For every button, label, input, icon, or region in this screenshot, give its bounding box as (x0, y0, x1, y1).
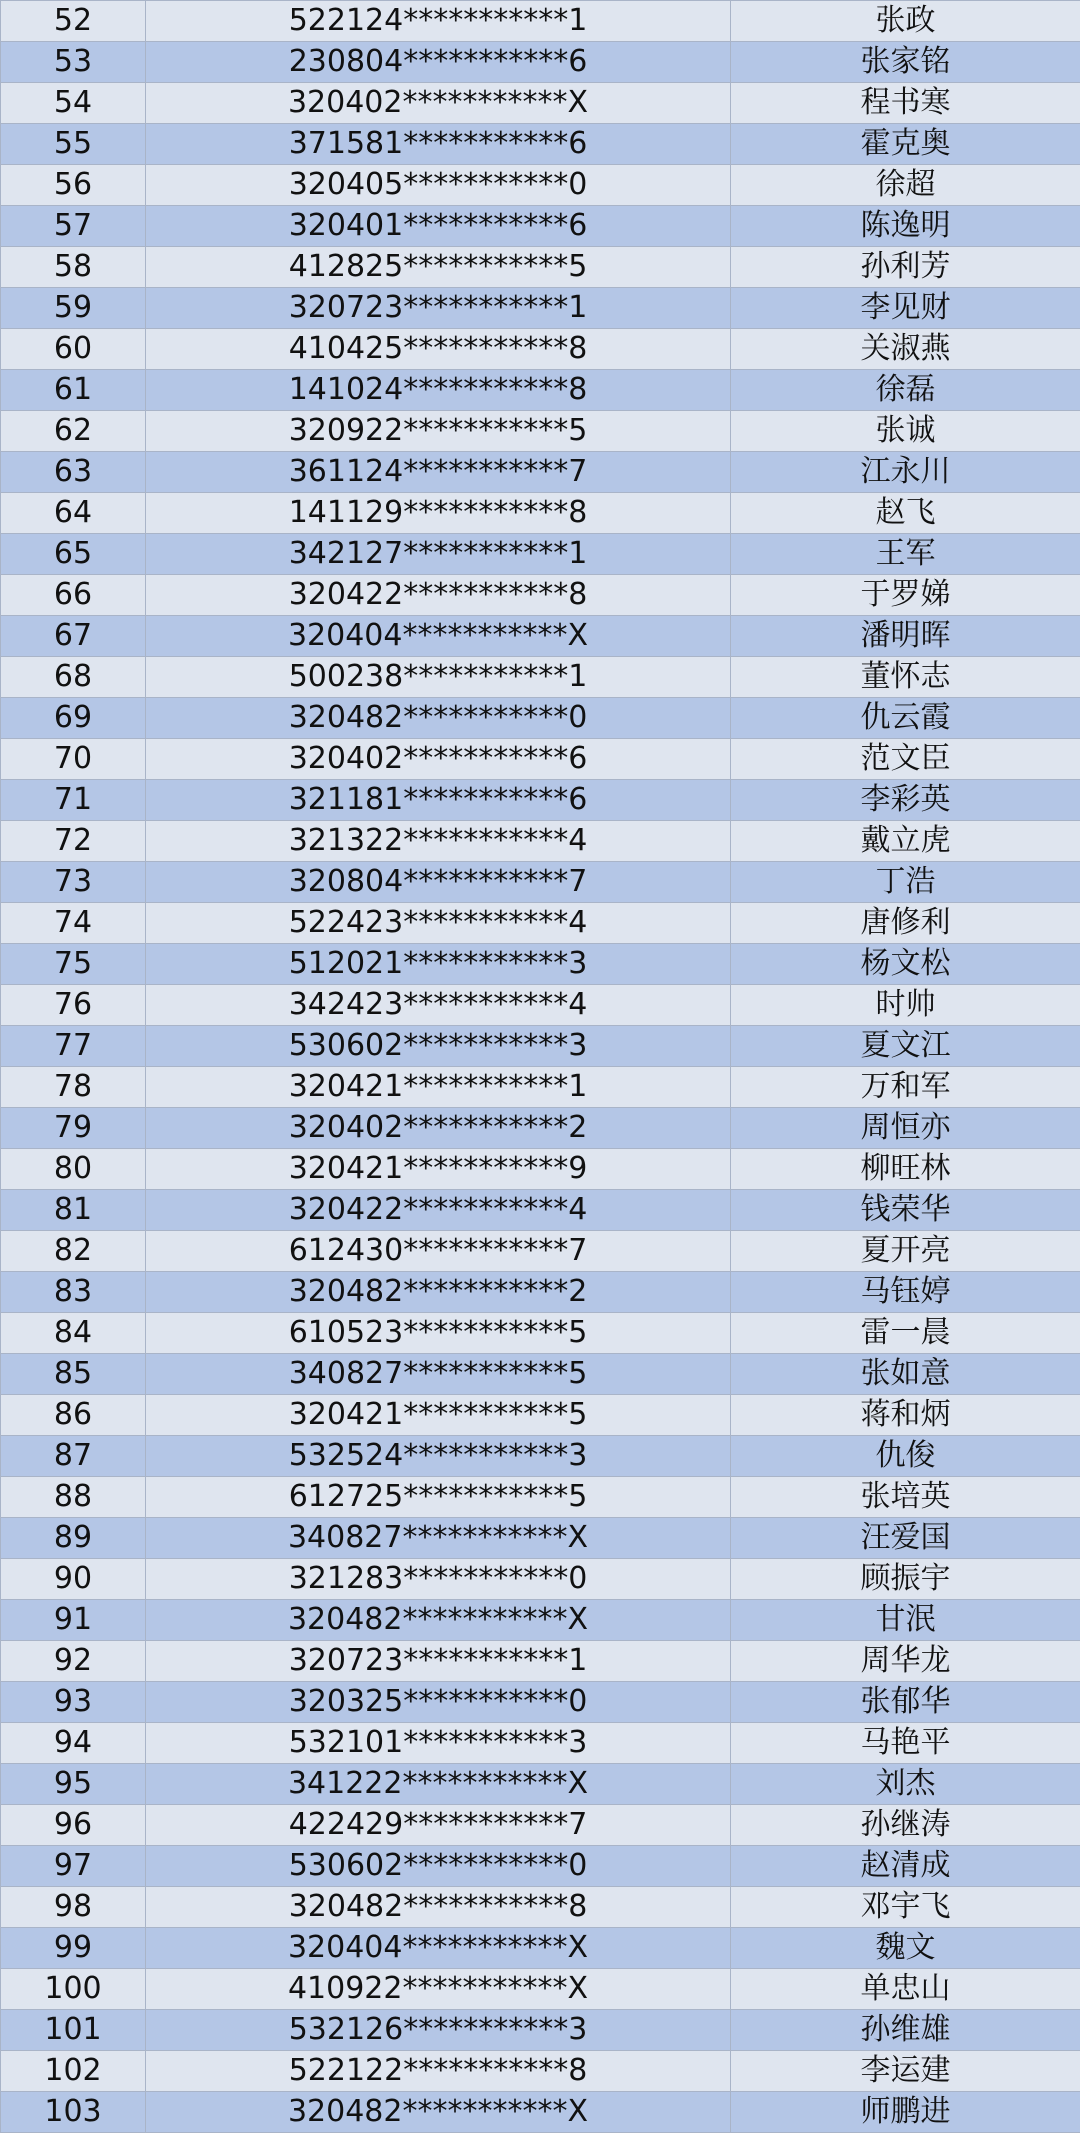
row-number-cell: 52 (1, 1, 146, 42)
table-row (1, 1067, 1080, 1108)
table-row (1, 1436, 1080, 1477)
table-row (1, 1928, 1080, 1969)
table-row (1, 247, 1080, 288)
id-number-cell: 321283***********0 (146, 1559, 731, 1600)
row-number-cell: 88 (1, 1477, 146, 1518)
id-number-cell: 320422***********4 (146, 1190, 731, 1231)
table-row (1, 2092, 1080, 2133)
person-name-cell: 董怀志 (731, 657, 1080, 698)
row-number-cell: 70 (1, 739, 146, 780)
person-name-cell: 钱荣华 (731, 1190, 1080, 1231)
person-name-cell: 陈逸明 (731, 206, 1080, 247)
id-number-cell: 532126***********3 (146, 2010, 731, 2051)
person-name-cell: 杨文松 (731, 944, 1080, 985)
id-number-cell: 342127***********1 (146, 534, 731, 575)
id-number-cell: 522124***********1 (146, 1, 731, 42)
row-number-cell: 87 (1, 1436, 146, 1477)
row-number-cell: 92 (1, 1641, 146, 1682)
person-name-cell: 孙利芳 (731, 247, 1080, 288)
id-number-cell: 320402***********6 (146, 739, 731, 780)
row-number-cell: 96 (1, 1805, 146, 1846)
id-number-cell: 320723***********1 (146, 1641, 731, 1682)
row-number-cell: 73 (1, 862, 146, 903)
row-number-cell: 75 (1, 944, 146, 985)
table-row (1, 1559, 1080, 1600)
person-name-cell: 李运建 (731, 2051, 1080, 2092)
id-number-cell: 530602***********3 (146, 1026, 731, 1067)
table-row (1, 739, 1080, 780)
person-name-cell: 徐超 (731, 165, 1080, 206)
id-number-cell: 320404***********X (146, 1928, 731, 1969)
row-number-cell: 62 (1, 411, 146, 452)
table-row (1, 1477, 1080, 1518)
row-number-cell: 74 (1, 903, 146, 944)
id-number-cell: 612725***********5 (146, 1477, 731, 1518)
person-name-cell: 柳旺林 (731, 1149, 1080, 1190)
row-number-cell: 86 (1, 1395, 146, 1436)
person-name-cell: 王军 (731, 534, 1080, 575)
row-number-cell: 71 (1, 780, 146, 821)
row-number-cell: 90 (1, 1559, 146, 1600)
person-name-cell: 汪爱国 (731, 1518, 1080, 1559)
table-row (1, 1108, 1080, 1149)
table-row (1, 124, 1080, 165)
person-name-cell: 范文臣 (731, 739, 1080, 780)
person-name-cell: 赵飞 (731, 493, 1080, 534)
row-number-cell: 69 (1, 698, 146, 739)
id-number-cell: 230804***********6 (146, 42, 731, 83)
person-name-cell: 于罗娣 (731, 575, 1080, 616)
table-row (1, 1969, 1080, 2010)
id-number-cell: 320421***********9 (146, 1149, 731, 1190)
id-number-cell: 320422***********8 (146, 575, 731, 616)
row-number-cell: 57 (1, 206, 146, 247)
table-row (1, 985, 1080, 1026)
row-number-cell: 97 (1, 1846, 146, 1887)
row-number-cell: 54 (1, 83, 146, 124)
id-number-cell: 320402***********2 (146, 1108, 731, 1149)
id-number-cell: 530602***********0 (146, 1846, 731, 1887)
person-name-cell: 周华龙 (731, 1641, 1080, 1682)
person-name-cell: 蒋和炳 (731, 1395, 1080, 1436)
table-row (1, 1231, 1080, 1272)
person-name-cell: 张政 (731, 1, 1080, 42)
person-name-cell: 徐磊 (731, 370, 1080, 411)
table-row (1, 1682, 1080, 1723)
table-row (1, 165, 1080, 206)
row-number-cell: 85 (1, 1354, 146, 1395)
person-name-cell: 张家铭 (731, 42, 1080, 83)
row-number-cell: 61 (1, 370, 146, 411)
id-number-cell: 141129***********8 (146, 493, 731, 534)
roster-body (1, 1, 1080, 2133)
table-row (1, 370, 1080, 411)
row-number-cell: 80 (1, 1149, 146, 1190)
id-number-cell: 610523***********5 (146, 1313, 731, 1354)
id-number-cell: 532101***********3 (146, 1723, 731, 1764)
table-row (1, 42, 1080, 83)
table-row (1, 862, 1080, 903)
table-row (1, 1518, 1080, 1559)
person-name-cell: 邓宇飞 (731, 1887, 1080, 1928)
id-number-cell: 320404***********X (146, 616, 731, 657)
person-name-cell: 霍克奥 (731, 124, 1080, 165)
person-name-cell: 唐修利 (731, 903, 1080, 944)
person-name-cell: 仇云霞 (731, 698, 1080, 739)
person-name-cell: 雷一晨 (731, 1313, 1080, 1354)
person-name-cell: 仇俊 (731, 1436, 1080, 1477)
table-row (1, 698, 1080, 739)
person-name-cell: 顾振宇 (731, 1559, 1080, 1600)
table-row (1, 1026, 1080, 1067)
row-number-cell: 98 (1, 1887, 146, 1928)
person-name-cell: 张诚 (731, 411, 1080, 452)
table-row (1, 821, 1080, 862)
id-number-cell: 612430***********7 (146, 1231, 731, 1272)
table-row (1, 1190, 1080, 1231)
table-row (1, 1354, 1080, 1395)
id-number-cell: 500238***********1 (146, 657, 731, 698)
row-number-cell: 72 (1, 821, 146, 862)
table-row (1, 1272, 1080, 1313)
id-number-cell: 321181***********6 (146, 780, 731, 821)
person-name-cell: 李见财 (731, 288, 1080, 329)
row-number-cell: 100 (1, 1969, 146, 2010)
row-number-cell: 81 (1, 1190, 146, 1231)
id-number-cell: 320804***********7 (146, 862, 731, 903)
row-number-cell: 63 (1, 452, 146, 493)
table-row (1, 1723, 1080, 1764)
id-number-cell: 410425***********8 (146, 329, 731, 370)
person-name-cell: 夏开亮 (731, 1231, 1080, 1272)
table-row (1, 1846, 1080, 1887)
id-number-cell: 320482***********8 (146, 1887, 731, 1928)
id-number-cell: 320402***********X (146, 83, 731, 124)
row-number-cell: 84 (1, 1313, 146, 1354)
row-number-cell: 58 (1, 247, 146, 288)
table-row (1, 2010, 1080, 2051)
table-row (1, 1149, 1080, 1190)
row-number-cell: 99 (1, 1928, 146, 1969)
row-number-cell: 76 (1, 985, 146, 1026)
person-name-cell: 张郁华 (731, 1682, 1080, 1723)
person-name-cell: 孙维雄 (731, 2010, 1080, 2051)
person-name-cell: 张培英 (731, 1477, 1080, 1518)
id-number-cell: 141024***********8 (146, 370, 731, 411)
row-number-cell: 89 (1, 1518, 146, 1559)
row-number-cell: 67 (1, 616, 146, 657)
id-number-cell: 422429***********7 (146, 1805, 731, 1846)
row-number-cell: 65 (1, 534, 146, 575)
table-row (1, 206, 1080, 247)
person-name-cell: 江永川 (731, 452, 1080, 493)
id-number-cell: 342423***********4 (146, 985, 731, 1026)
id-number-cell: 320482***********X (146, 2092, 731, 2133)
id-number-cell: 321322***********4 (146, 821, 731, 862)
table-row (1, 1313, 1080, 1354)
row-number-cell: 53 (1, 42, 146, 83)
table-row (1, 493, 1080, 534)
table-row (1, 452, 1080, 493)
id-number-cell: 320482***********2 (146, 1272, 731, 1313)
person-name-cell: 刘杰 (731, 1764, 1080, 1805)
person-name-cell: 夏文江 (731, 1026, 1080, 1067)
id-number-cell: 320401***********6 (146, 206, 731, 247)
person-name-cell: 孙继涛 (731, 1805, 1080, 1846)
table-row (1, 616, 1080, 657)
person-name-cell: 赵清成 (731, 1846, 1080, 1887)
id-number-cell: 532524***********3 (146, 1436, 731, 1477)
person-name-cell: 关淑燕 (731, 329, 1080, 370)
person-name-cell: 马钰婷 (731, 1272, 1080, 1313)
id-number-cell: 320482***********X (146, 1600, 731, 1641)
row-number-cell: 94 (1, 1723, 146, 1764)
table-row (1, 1887, 1080, 1928)
id-number-cell: 340827***********X (146, 1518, 731, 1559)
person-name-cell: 师鹏进 (731, 2092, 1080, 2133)
table-row (1, 1600, 1080, 1641)
table-row (1, 1641, 1080, 1682)
row-number-cell: 56 (1, 165, 146, 206)
row-number-cell: 82 (1, 1231, 146, 1272)
id-number-cell: 371581***********6 (146, 124, 731, 165)
person-name-cell: 万和军 (731, 1067, 1080, 1108)
person-name-cell: 丁浩 (731, 862, 1080, 903)
row-number-cell: 102 (1, 2051, 146, 2092)
person-name-cell: 张如意 (731, 1354, 1080, 1395)
id-number-cell: 412825***********5 (146, 247, 731, 288)
id-number-cell: 320405***********0 (146, 165, 731, 206)
table-row (1, 657, 1080, 698)
table-row (1, 534, 1080, 575)
row-number-cell: 66 (1, 575, 146, 616)
table-row (1, 411, 1080, 452)
person-name-cell: 程书寒 (731, 83, 1080, 124)
id-number-cell: 512021***********3 (146, 944, 731, 985)
table-row (1, 1805, 1080, 1846)
id-number-cell: 341222***********X (146, 1764, 731, 1805)
table-row (1, 2051, 1080, 2092)
row-number-cell: 64 (1, 493, 146, 534)
person-name-cell: 周恒亦 (731, 1108, 1080, 1149)
table-row (1, 329, 1080, 370)
id-number-cell: 320421***********1 (146, 1067, 731, 1108)
id-number-cell: 522423***********4 (146, 903, 731, 944)
person-name-cell: 单忠山 (731, 1969, 1080, 2010)
row-number-cell: 79 (1, 1108, 146, 1149)
person-name-cell: 时帅 (731, 985, 1080, 1026)
person-name-cell: 戴立虎 (731, 821, 1080, 862)
row-number-cell: 91 (1, 1600, 146, 1641)
table-row (1, 288, 1080, 329)
row-number-cell: 55 (1, 124, 146, 165)
id-number-cell: 410922***********X (146, 1969, 731, 2010)
id-number-cell: 340827***********5 (146, 1354, 731, 1395)
row-number-cell: 83 (1, 1272, 146, 1313)
id-number-cell: 361124***********7 (146, 452, 731, 493)
row-number-cell: 101 (1, 2010, 146, 2051)
row-number-cell: 60 (1, 329, 146, 370)
row-number-cell: 59 (1, 288, 146, 329)
person-name-cell: 魏文 (731, 1928, 1080, 1969)
row-number-cell: 68 (1, 657, 146, 698)
table-row (1, 944, 1080, 985)
row-number-cell: 93 (1, 1682, 146, 1723)
table-row (1, 1, 1080, 42)
person-name-cell: 李彩英 (731, 780, 1080, 821)
id-number-cell: 320922***********5 (146, 411, 731, 452)
row-number-cell: 78 (1, 1067, 146, 1108)
id-number-cell: 522122***********8 (146, 2051, 731, 2092)
id-number-cell: 320482***********0 (146, 698, 731, 739)
row-number-cell: 103 (1, 2092, 146, 2133)
table-row (1, 903, 1080, 944)
id-number-cell: 320723***********1 (146, 288, 731, 329)
person-name-cell: 马艳平 (731, 1723, 1080, 1764)
id-number-cell: 320325***********0 (146, 1682, 731, 1723)
id-number-cell: 320421***********5 (146, 1395, 731, 1436)
table-row (1, 1764, 1080, 1805)
table-row (1, 83, 1080, 124)
person-name-cell: 潘明晖 (731, 616, 1080, 657)
row-number-cell: 95 (1, 1764, 146, 1805)
person-name-cell: 甘泯 (731, 1600, 1080, 1641)
table-row (1, 575, 1080, 616)
table-row (1, 780, 1080, 821)
table-row (1, 1395, 1080, 1436)
row-number-cell: 77 (1, 1026, 146, 1067)
